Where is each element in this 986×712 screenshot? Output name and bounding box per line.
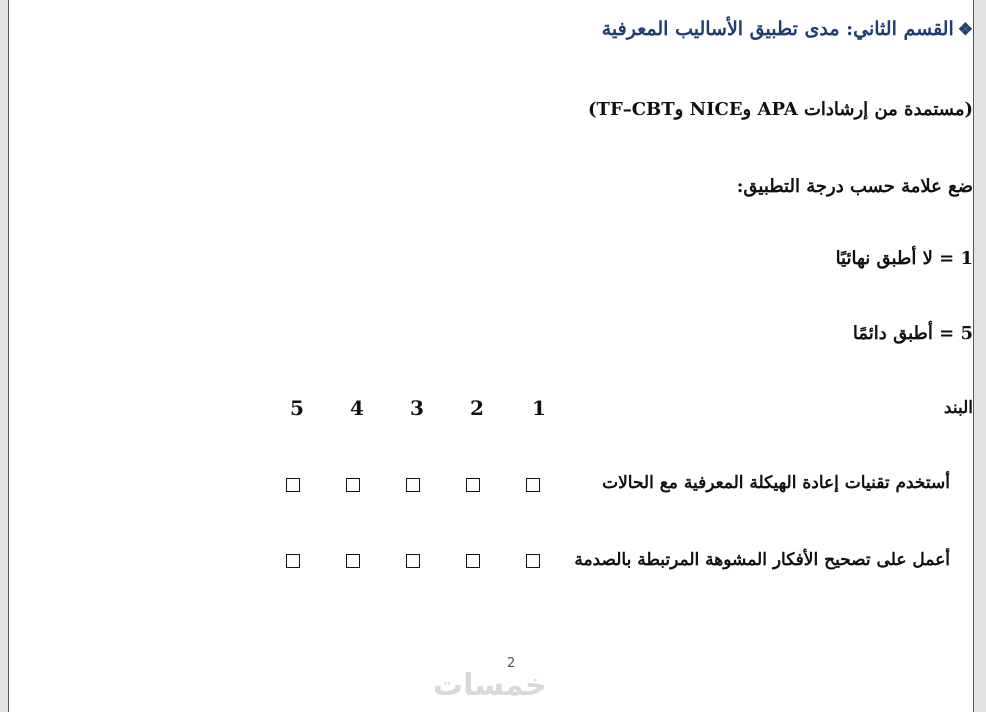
section-title — [602, 18, 973, 40]
checkbox-row2-col2[interactable] — [466, 554, 480, 568]
checkbox-row2-col3[interactable] — [406, 554, 420, 568]
page-left-margin — [0, 0, 8, 712]
diamond-bullet-icon: ❖ — [957, 20, 973, 40]
instruction-text: ضع علامة حسب درجة التطبيق: — [736, 176, 973, 197]
table-row-label: أستخدم تقنيات إعادة الهيكلة المعرفية مع الحالات — [602, 473, 950, 493]
checkbox-row2-col5[interactable] — [286, 554, 300, 568]
checkbox-row2-col4[interactable] — [346, 554, 360, 568]
checkbox-row1-col4[interactable] — [346, 478, 360, 492]
source-note: (مستمدة من إرشادات APA وNICE وTF–CBT) — [588, 99, 973, 120]
checkbox-row1-col5[interactable] — [286, 478, 300, 492]
scale-high-definition: 5 = أطبق دائمًا — [852, 323, 973, 344]
watermark-logo: خمسات — [433, 668, 547, 703]
column-header-5: 5 — [290, 396, 304, 420]
checkbox-row1-col3[interactable] — [406, 478, 420, 492]
section-title-text: القسم الثاني: مدى تطبيق الأساليب المعرفية — [601, 18, 954, 40]
page-right-margin — [974, 0, 986, 712]
column-header-3: 3 — [410, 396, 424, 420]
page-left-border — [8, 0, 9, 712]
checkbox-row2-col1[interactable] — [526, 554, 540, 568]
column-header-1: 1 — [532, 396, 546, 420]
checkbox-row1-col2[interactable] — [466, 478, 480, 492]
scale-low-definition: 1 = لا أطبق نهائيًا — [835, 248, 973, 269]
item-column-header: البند — [943, 398, 973, 418]
table-row-label: أعمل على تصحيح الأفكار المشوهة المرتبطة بالصدمة — [574, 550, 950, 570]
page-number: 2 — [507, 656, 516, 671]
checkbox-row1-col1[interactable] — [526, 478, 540, 492]
column-header-4: 4 — [350, 396, 364, 420]
column-header-2: 2 — [470, 396, 484, 420]
